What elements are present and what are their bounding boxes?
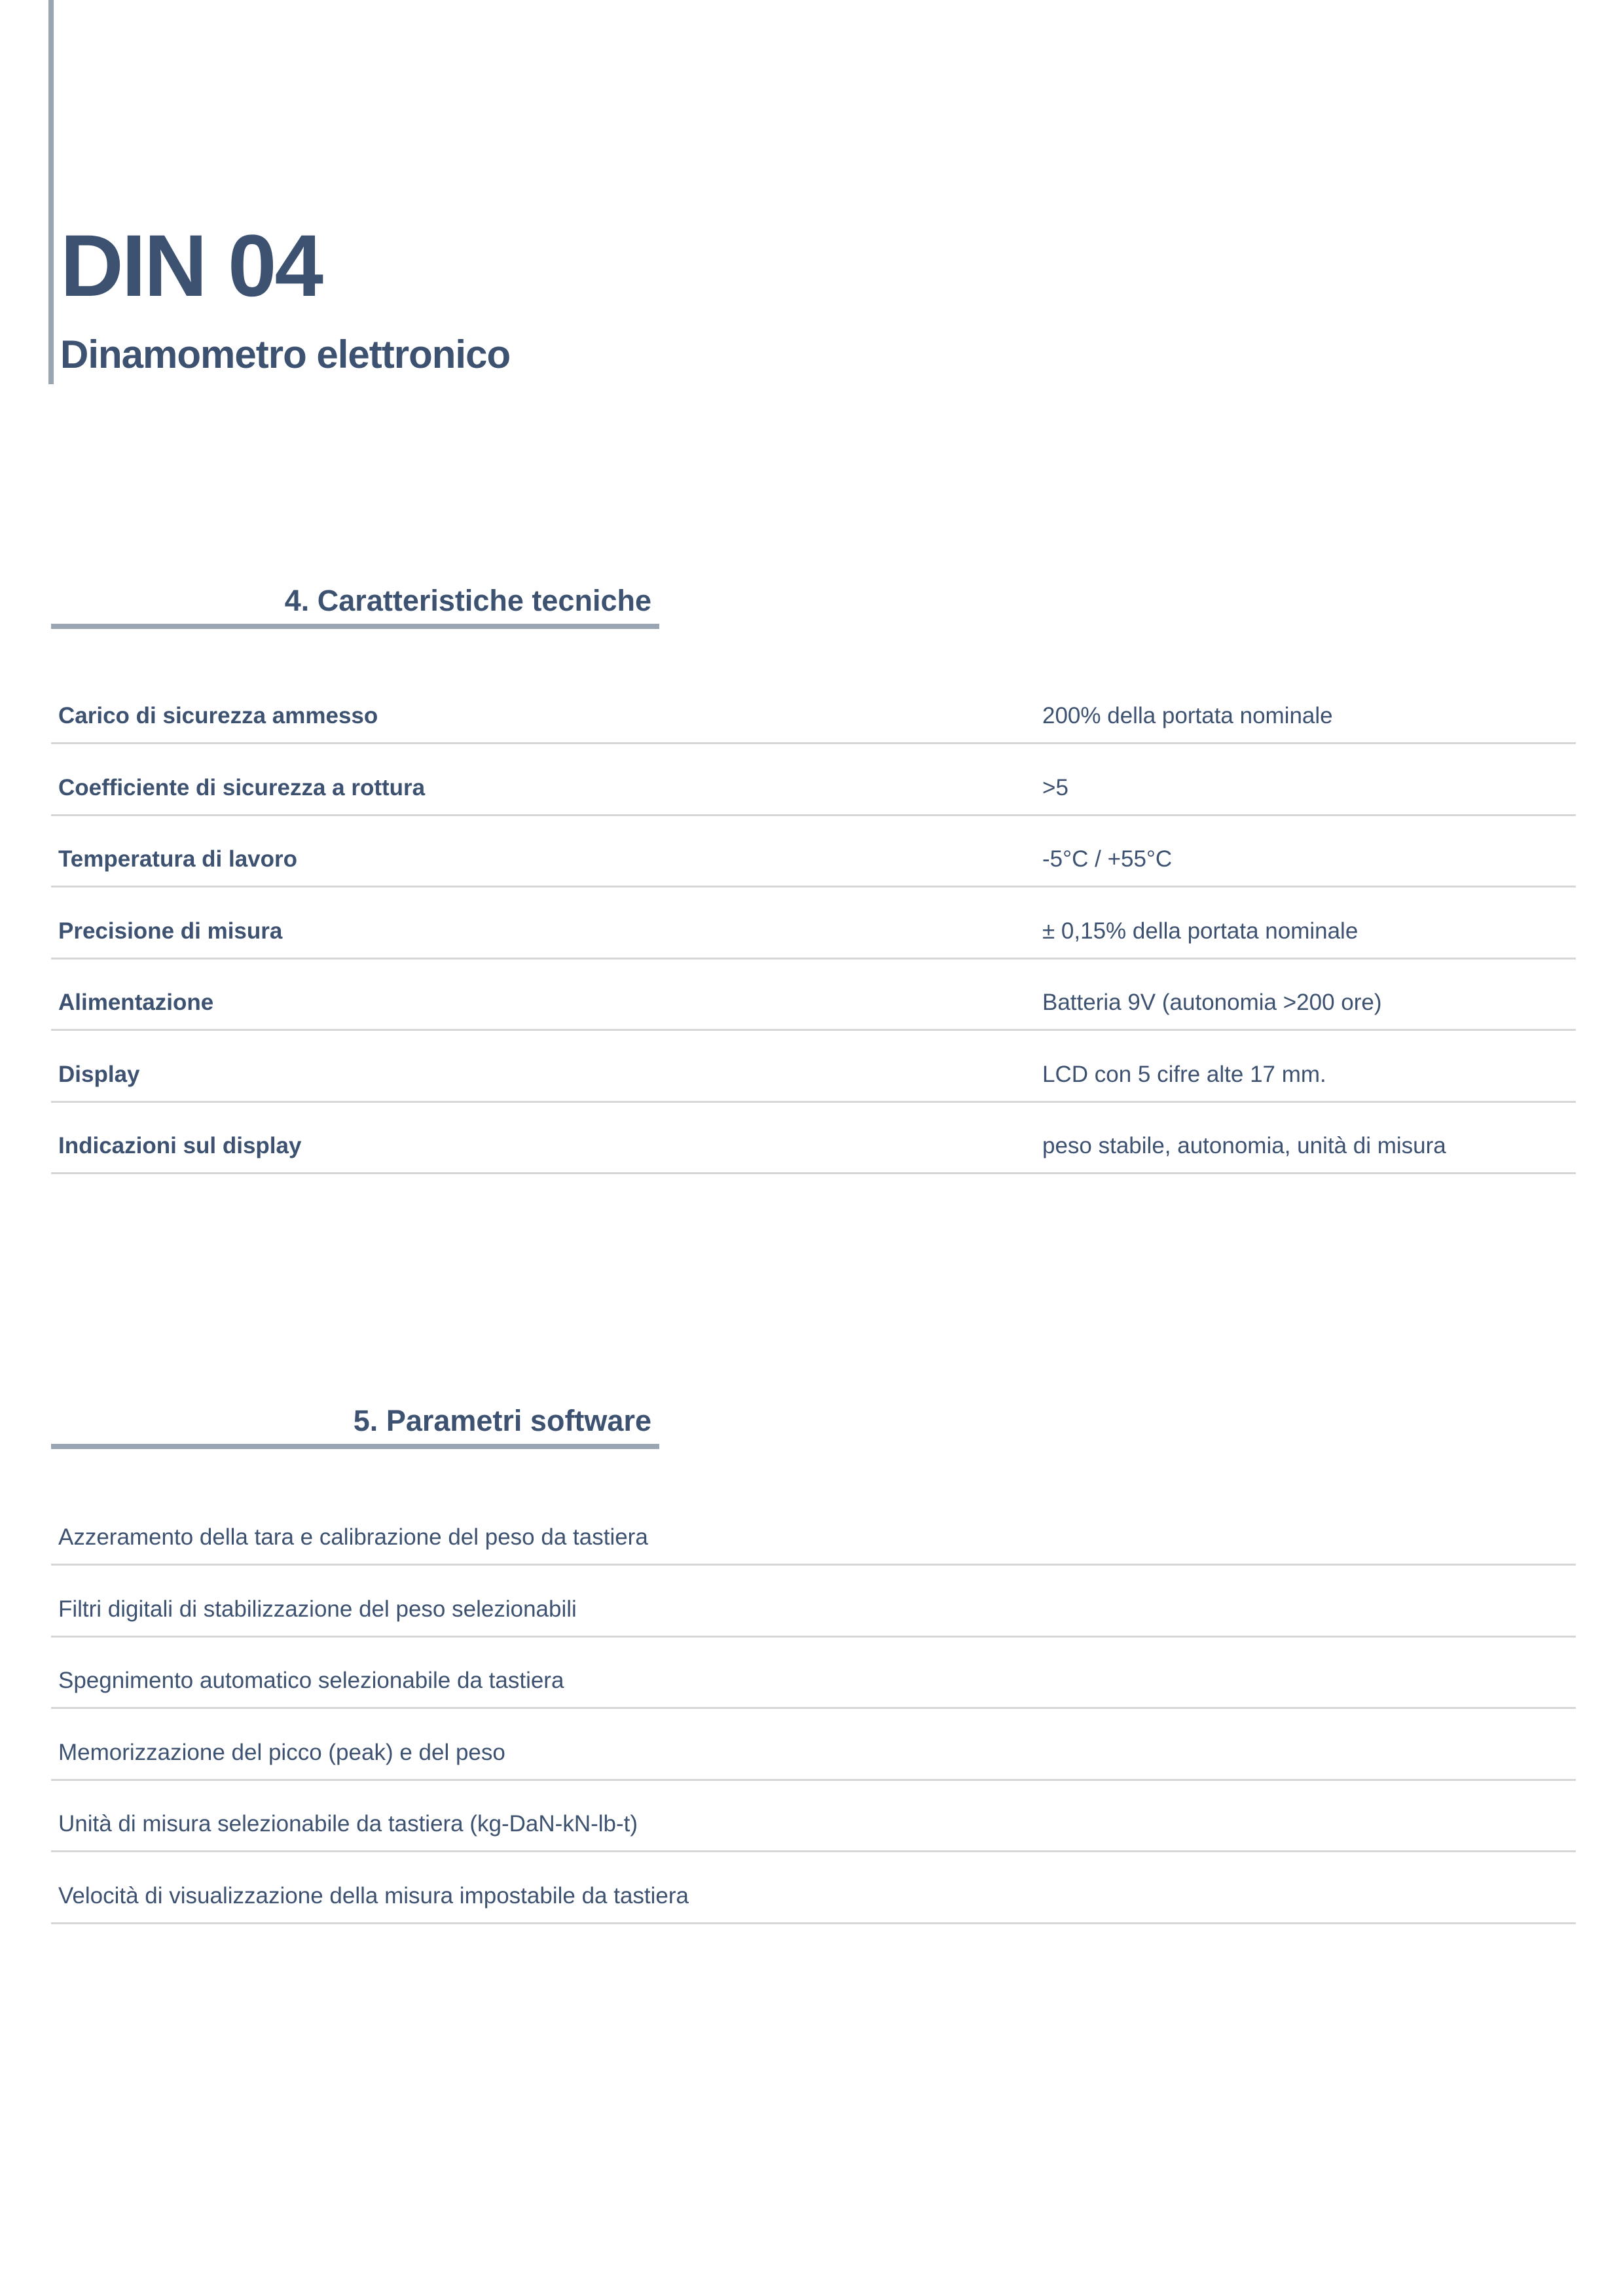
- section-5-heading: 5. Parametri software: [353, 1404, 651, 1437]
- spec-row: [51, 1103, 1576, 1174]
- software-item: Memorizzazione del picco (peak) e del peso: [58, 1739, 505, 1765]
- spec-label: Precisione di misura: [58, 918, 283, 944]
- spec-row: [51, 816, 1576, 888]
- spec-value: peso stabile, autonomia, unità di misura: [1042, 1133, 1446, 1158]
- software-item: Spegnimento automatico selezionabile da tastiera: [58, 1668, 564, 1693]
- section-4-header: [51, 586, 659, 632]
- spec-value: >5: [1042, 774, 1068, 800]
- section-5-header: [51, 1406, 659, 1452]
- page-subtitle: Dinamometro elettronico: [60, 332, 511, 376]
- spec-value: 200% della portata nominale: [1042, 703, 1333, 728]
- section-4-rule: [51, 624, 659, 629]
- software-row: [51, 1853, 1576, 1924]
- spec-value: LCD con 5 cifre alte 17 mm.: [1042, 1061, 1326, 1087]
- page-title: DIN 04: [60, 217, 322, 315]
- spec-label: Alimentazione: [58, 990, 214, 1015]
- software-row: [51, 1710, 1576, 1781]
- software-row: [51, 1781, 1576, 1852]
- section-5-rule: [51, 1444, 659, 1449]
- spec-label: Coefficiente di sicurezza a rottura: [58, 774, 426, 800]
- software-item: Velocità di visualizzazione della misura impostabile da tastiera: [58, 1882, 689, 1909]
- spec-row: [51, 1031, 1576, 1103]
- software-item: Azzeramento della tara e calibrazione del peso da tastiera: [58, 1524, 648, 1550]
- section-4-heading: 4. Caratteristiche tecniche: [284, 584, 651, 617]
- spec-value: ± 0,15% della portata nominale: [1042, 918, 1359, 944]
- software-row: [51, 1566, 1576, 1638]
- spec-row: [51, 673, 1576, 744]
- spec-row: [51, 745, 1576, 816]
- spec-label: Indicazioni sul display: [58, 1133, 302, 1158]
- spec-row: [51, 960, 1576, 1031]
- spec-label: Carico di sicurezza ammesso: [58, 703, 378, 728]
- spec-label: Temperatura di lavoro: [58, 846, 298, 872]
- title-accent-bar: [48, 0, 54, 384]
- spec-label: Display: [58, 1061, 140, 1087]
- spec-value: -5°C / +55°C: [1042, 846, 1173, 872]
- spec-row: [51, 888, 1576, 960]
- software-row: [51, 1638, 1576, 1709]
- spec-value: Batteria 9V (autonomia >200 ore): [1042, 990, 1382, 1015]
- software-item: Unità di misura selezionabile da tastiera (kg-DaN-kN-lb-t): [58, 1811, 638, 1837]
- software-row: [51, 1494, 1576, 1566]
- software-item: Filtri digitali di stabilizzazione del peso selezionabili: [58, 1596, 577, 1622]
